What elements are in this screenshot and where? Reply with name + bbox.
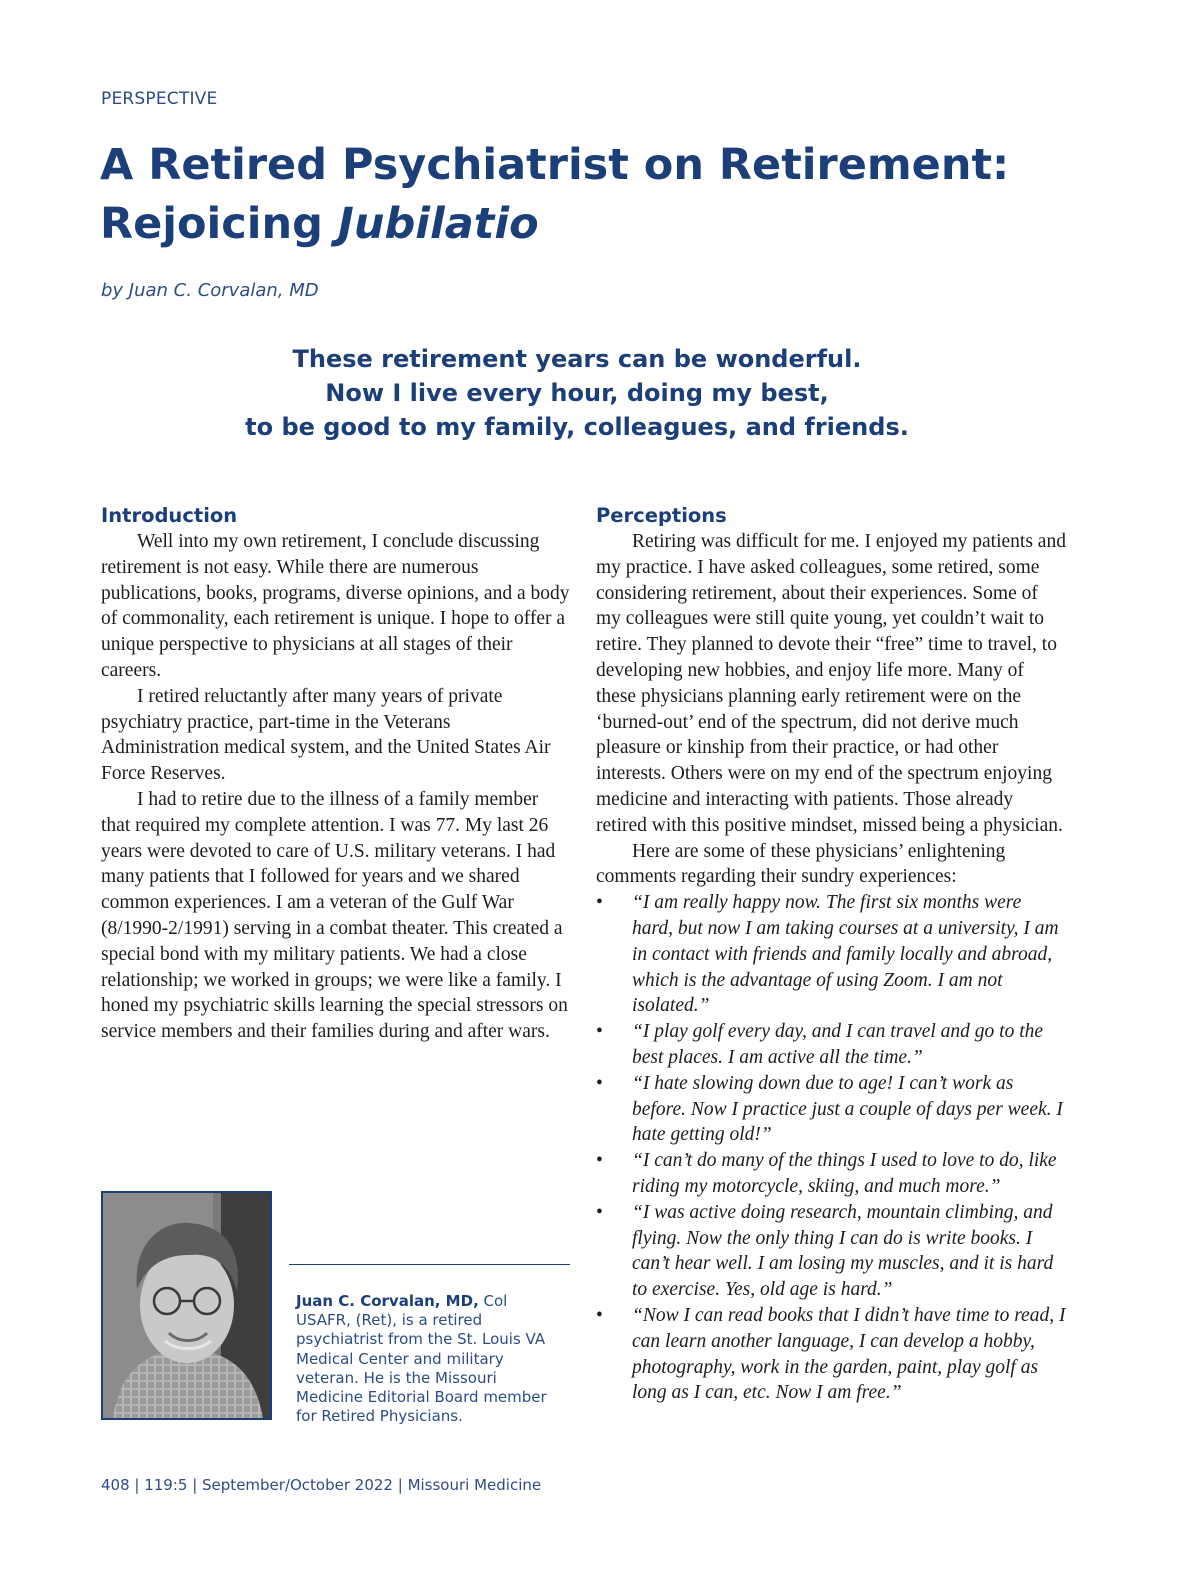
right-column — [596, 503, 1066, 1406]
quote-text: “I can’t do many of the things I used to love to do, like riding my motorcycle, skiing, and much more.” — [632, 1150, 1057, 1197]
introduction-paragraph: Well into my own retirement, I conclude discussing retirement is not easy. While there are numerous publications, books, programs, diverse opinions, and a body of commonality, each retirement is unique. I hope to offer a unique perspective to physicians at all stages of their careers. — [101, 531, 570, 681]
title-line-2-prefix: Rejoicing — [100, 199, 338, 249]
quote-text: “Now I can read books that I didn’t have time to read, I can learn another language, I can develop a hobby, photography, work in the garden, paint, play golf as long as I can, etc. Now I am free.” — [632, 1304, 1066, 1404]
pull-quote-line: to be good to my family, colleagues, and friends. — [245, 413, 909, 441]
pull-quote-line: Now I live every hour, doing my best, — [325, 379, 829, 407]
list-item — [596, 1303, 1066, 1406]
perceptions-paragraph: Retiring was difficult for me. I enjoyed my patients and my practice. I have asked colleagues, some retired, some considering retirement, about their experiences. Some of my colleagues were still quite young, yet couldn’t wait to retire. They planned to devote their “free” time to travel, to developing new hobbies, and enjoy life more. Many of these physicians planning early retirement were on the ‘burned-out’ end of the spectrum, did not derive much pleasure or kinship from their practice, or had other interests. Others were on my end of the spectrum enjoying medicine and interacting with patients. Those already retired with this positive mindset, missed being a physician. — [596, 531, 1066, 836]
bullet-icon: • — [596, 1201, 603, 1223]
pull-quote-line: These retirement years can be wonderful. — [292, 345, 862, 373]
bullet-icon: • — [596, 1072, 603, 1094]
perceptions-paragraph: Here are some of these physicians’ enlightening comments regarding their sundry experiences: — [596, 840, 1006, 888]
page-footer: 408 | 119:5 | September/October 2022 | Missouri Medicine — [101, 1476, 542, 1494]
list-item — [596, 1071, 1066, 1148]
list-item — [596, 1148, 1066, 1200]
introduction-paragraph: I retired reluctantly after many years of private psychiatry practice, part-time in the Veterans Administration medical system, and the United States Air Force Reserves. — [101, 685, 551, 785]
title-line-2-italic: Jubilatio — [337, 199, 539, 249]
introduction-heading: Introduction — [101, 504, 238, 527]
list-item — [596, 890, 1066, 1019]
bullet-icon: • — [596, 1304, 603, 1326]
quote-text: “I play golf every day, and I can travel and go to the best places. I am active all the time.” — [632, 1021, 1044, 1068]
pull-quote — [100, 342, 1054, 444]
list-item — [596, 1200, 1066, 1303]
author-photo — [101, 1191, 272, 1420]
left-column — [101, 503, 571, 1045]
bio-author-name: Juan C. Corvalan, MD, — [296, 1292, 479, 1310]
section-label: PERSPECTIVE — [101, 89, 218, 109]
bullet-icon: • — [596, 1021, 603, 1043]
physician-quotes-list — [596, 890, 1066, 1406]
bio-divider — [289, 1264, 570, 1265]
author-portrait-image — [103, 1193, 270, 1418]
title-line-1: A Retired Psychiatrist on Retirement: — [100, 140, 1010, 190]
bio-text: Col USAFR, (Ret), is a retired psychiatrist from the St. Louis VA Medical Center and military veteran. He is the Missouri Medicine Editorial Board member for Retired Physicians. — [296, 1292, 547, 1426]
quote-text: “I am really happy now. The first six months were hard, but now I am taking courses at a university, I am in contact with friends and family locally and abroad, which is the advantage of using Zoom. I am not isolated.” — [632, 892, 1059, 1017]
bullet-icon: • — [596, 892, 603, 914]
quote-text: “I was active doing research, mountain climbing, and flying. Now the only thing I can do is write books. I can’t hear well. I am losing my muscles, and it is hard to exercise. Yes, old age is hard.” — [632, 1201, 1054, 1301]
quote-text: “I hate slowing down due to age! I can’t work as before. Now I practice just a couple of days per week. I hate getting old!” — [632, 1072, 1063, 1146]
author-bio — [296, 1292, 556, 1426]
article-title — [100, 136, 1100, 254]
byline: by Juan C. Corvalan, MD — [101, 280, 319, 301]
bullet-icon: • — [596, 1150, 603, 1172]
perceptions-heading: Perceptions — [596, 504, 727, 527]
introduction-paragraph: I had to retire due to the illness of a family member that required my complete attention. I was 77. My last 26 years were devoted to care of U.S. military veterans. I had many patients that I followed for years and we shared common experiences. I am a veteran of the Gulf War (8/1990-2/1991) serving in a combat theater. This created a special bond with my military patients. We had a close relationship; we worked in groups; we were like a family. I honed my psychiatric skills learning the special stressors on service members and their families during and after wars. — [101, 788, 568, 1043]
list-item — [596, 1019, 1066, 1071]
